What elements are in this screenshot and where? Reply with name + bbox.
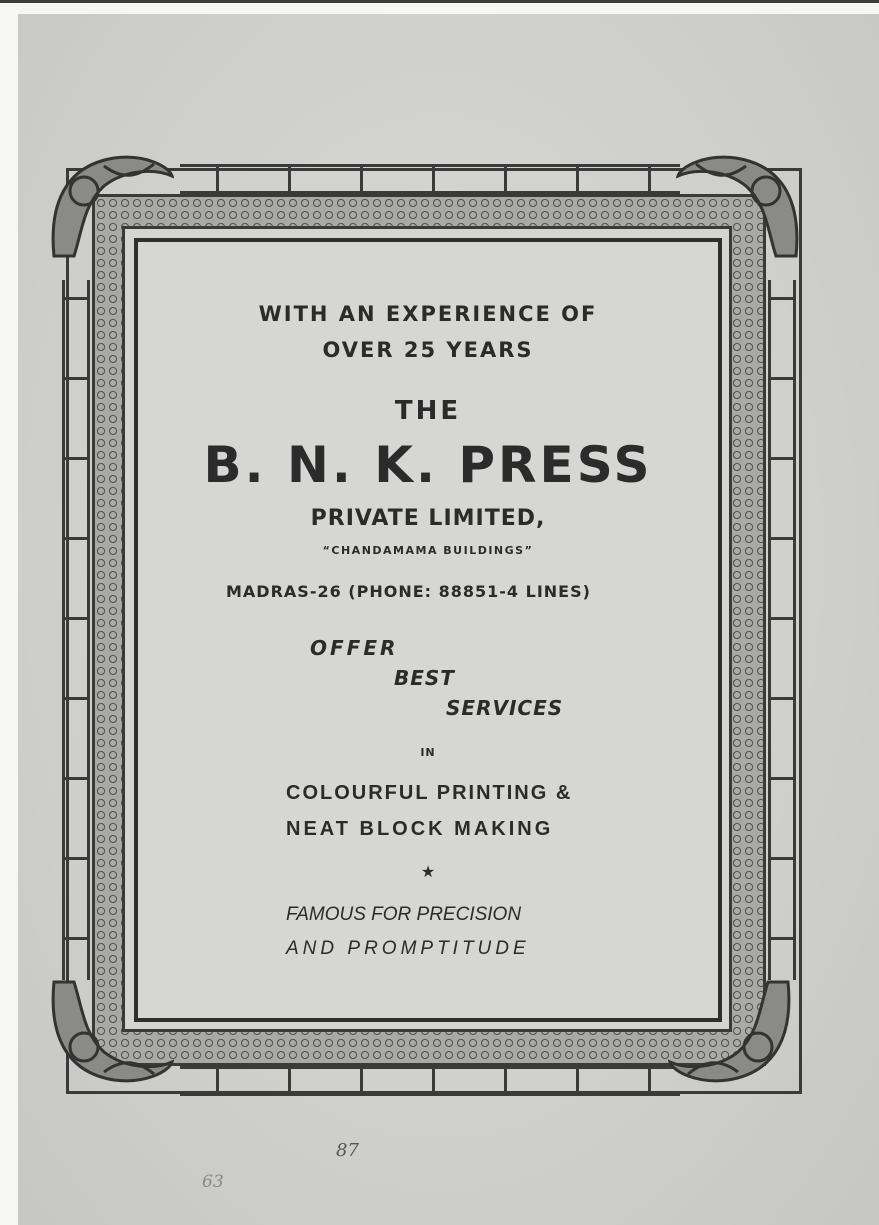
experience-line-2: OVER 25 YEARS	[322, 338, 534, 362]
company-suffix: PRIVATE LIMITED,	[310, 506, 546, 531]
corner-scroll-ornament-top-right	[676, 146, 806, 266]
corner-scroll-ornament-top-left	[44, 146, 174, 266]
frame-right-rail	[768, 280, 796, 980]
frame-top-rail	[180, 164, 680, 194]
frame-left-rail	[62, 280, 90, 980]
best-word: BEST	[394, 666, 455, 690]
company-article: THE	[394, 396, 462, 426]
in-word: IN	[420, 746, 436, 759]
page-left-margin	[0, 0, 18, 1225]
page-number: 87	[336, 1140, 359, 1161]
service-line-1: COLOURFUL PRINTING &	[286, 782, 573, 804]
corner-scroll-ornament-bottom-right	[668, 972, 798, 1092]
handwritten-note: 63	[202, 1172, 224, 1192]
service-line-2: NEAT BLOCK MAKING	[286, 818, 554, 840]
building-name: “CHANDAMAMA BUILDINGS”	[322, 544, 534, 557]
offer-word: OFFER	[310, 636, 399, 660]
tagline-line-2: AND PROMPTITUDE	[286, 938, 530, 959]
address-phone: MADRAS-26 (PHONE: 88851-4 LINES)	[226, 582, 591, 601]
frame-bottom-rail	[180, 1066, 680, 1096]
tagline-line-1: FAMOUS FOR PRECISION	[286, 904, 522, 925]
company-name: B. N. K. PRESS	[203, 436, 653, 494]
star-separator-icon: ★	[420, 862, 436, 881]
page-top-margin	[0, 0, 879, 14]
corner-scroll-ornament-bottom-left	[44, 972, 174, 1092]
services-word: SERVICES	[446, 696, 564, 720]
experience-line-1: WITH AN EXPERIENCE OF	[258, 302, 598, 326]
